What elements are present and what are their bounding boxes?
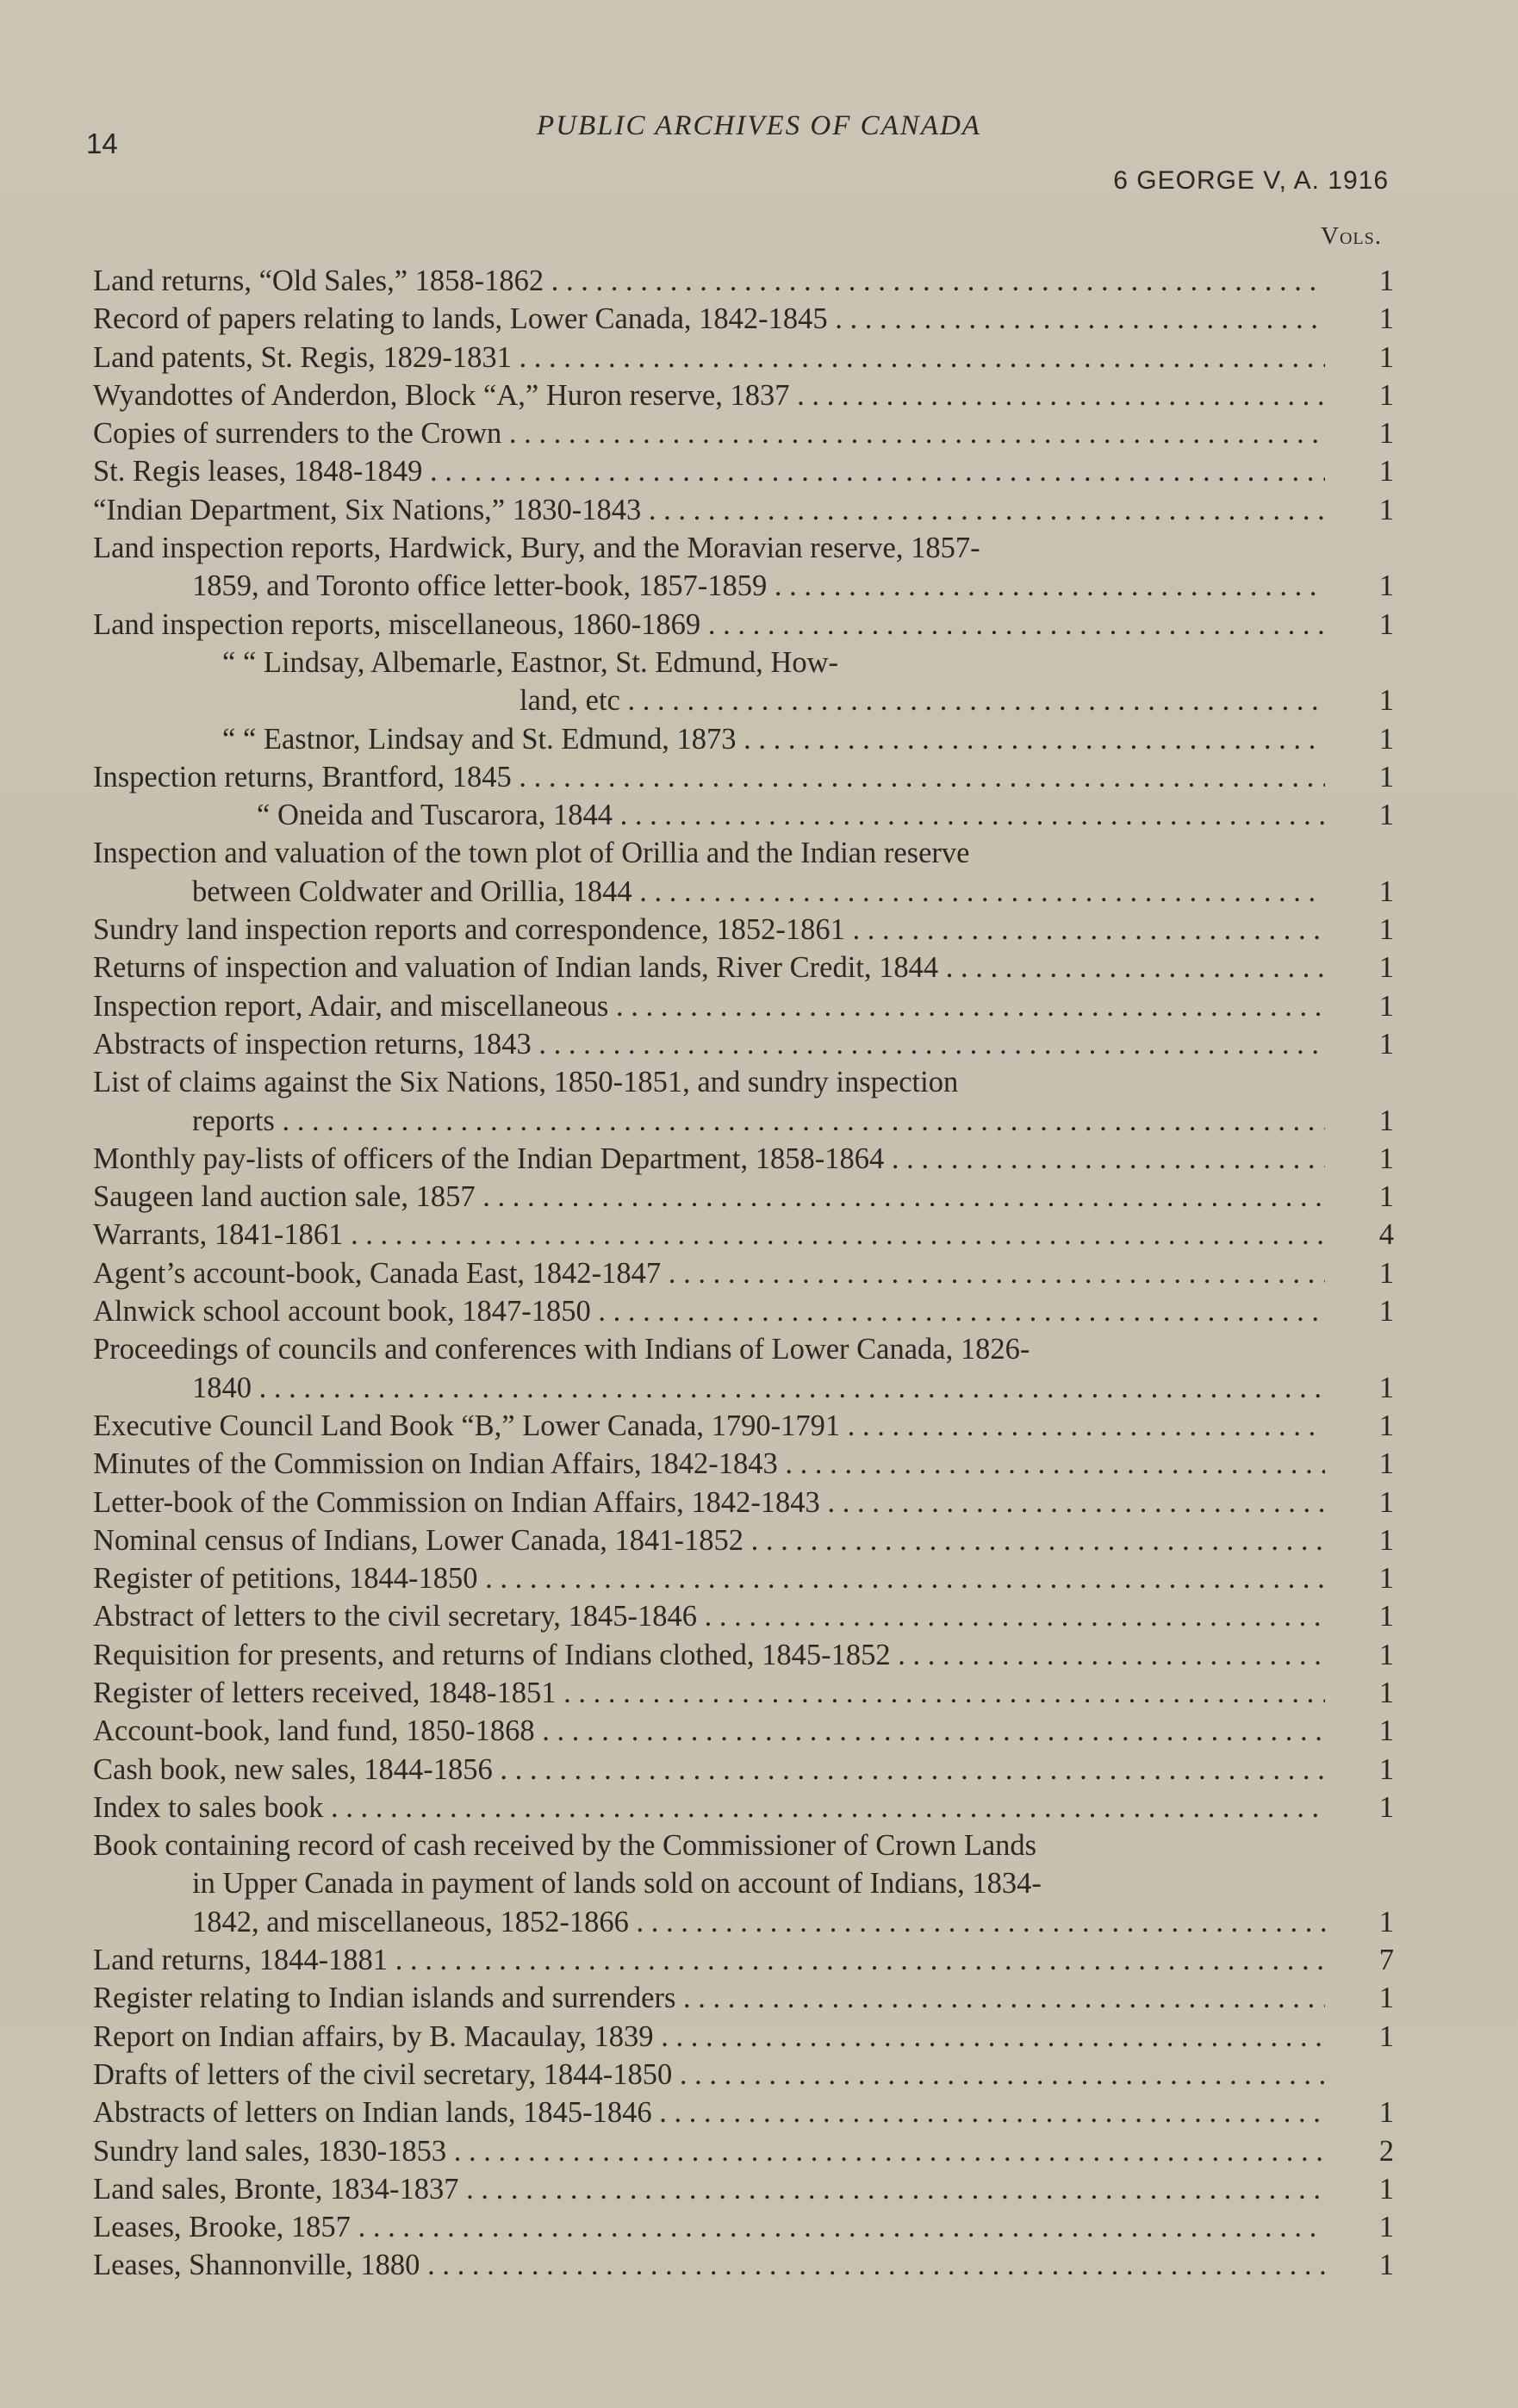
entry-title: Inspection returns, Brantford, 1845 . . . bbox=[93, 758, 1325, 796]
entry-title-continuation: 1859, and Toronto office letter-book, 1857-1859 . . . bbox=[93, 567, 1325, 605]
entry-volume-count: 1 bbox=[1378, 1104, 1394, 1137]
volumes-column-heading: Vols. bbox=[1321, 222, 1382, 250]
entry-title: Sundry land sales, 1830-1853 . . . bbox=[93, 2132, 1325, 2170]
entry-title: Register of letters received, 1848-1851 . . . bbox=[93, 1674, 1325, 1712]
entry-volume-count: 1 bbox=[1378, 2249, 1394, 2282]
entry-row bbox=[93, 567, 1394, 605]
entry-volume-count: 1 bbox=[1378, 1027, 1394, 1061]
entry-row bbox=[93, 2246, 1394, 2284]
running-title: PUBLIC ARCHIVES OF CANADA bbox=[537, 110, 981, 141]
entry-row bbox=[93, 1712, 1394, 1750]
entry-title: Land patents, St. Regis, 1829-1831 . . . bbox=[93, 339, 1325, 376]
entry-row bbox=[93, 796, 1394, 834]
entry-title: “ “ Lindsay, Albemarle, Eastnor, St. Edmund, How- bbox=[222, 645, 838, 679]
entry-row bbox=[93, 2132, 1394, 2170]
entry-volume-count: 1 bbox=[1378, 1714, 1394, 1748]
entry-title: Returns of inspection and valuation of Indian lands, River Credit, 1844 . . . bbox=[93, 949, 1325, 986]
entry-row bbox=[93, 949, 1394, 986]
entry-title: Executive Council Land Book “B,” Lower Canada, 1790-1791 . . . bbox=[93, 1407, 1325, 1445]
entry-title: Register of petitions, 1844-1850 . . . bbox=[93, 1559, 1325, 1597]
entry-row bbox=[93, 720, 1394, 758]
entry-volume-count: 1 bbox=[1378, 2019, 1394, 2053]
entry-title: Proceedings of councils and conferences with Indians of Lower Canada, 1826- bbox=[93, 1333, 1030, 1366]
entry-title: Leases, Brooke, 1857 . . . bbox=[93, 2208, 1325, 2246]
entry-title: Abstract of letters to the civil secretary, 1845-1846 . . . bbox=[93, 1597, 1325, 1635]
entry-title: Cash book, new sales, 1844-1856 . . . bbox=[93, 1751, 1325, 1789]
entry-row bbox=[93, 1407, 1394, 1445]
entry-title: Index to sales book . . . bbox=[93, 1789, 1325, 1826]
entry-volume-count: 1 bbox=[1378, 1638, 1394, 1671]
entry-row bbox=[93, 681, 1394, 719]
entry-volume-count: 2 bbox=[1378, 2134, 1394, 2168]
entry-title: St. Regis leases, 1848-1849 . . . bbox=[93, 452, 1325, 490]
entry-row bbox=[93, 1063, 1394, 1101]
entry-list bbox=[93, 262, 1394, 2285]
entry-volume-count: 1 bbox=[1378, 340, 1394, 374]
entry-title: Leases, Shannonville, 1880 . . . bbox=[93, 2246, 1325, 2284]
entry-row bbox=[93, 1559, 1394, 1597]
entry-row bbox=[93, 300, 1394, 338]
entry-row bbox=[93, 262, 1394, 300]
entry-title-continuation: 1842, and miscellaneous, 1852-1866 . . . bbox=[93, 1903, 1325, 1941]
entry-row bbox=[93, 1369, 1394, 1407]
entry-volume-count: 1 bbox=[1378, 1562, 1394, 1596]
entry-row bbox=[93, 2094, 1394, 2131]
entry-title: Saugeen land auction sale, 1857 . . . bbox=[93, 1178, 1325, 1216]
entry-title: Land returns, “Old Sales,” 1858-1862 . . . bbox=[93, 262, 1325, 300]
entry-title: Record of papers relating to lands, Lower Canada, 1842-1845 . . . bbox=[93, 300, 1325, 338]
entry-volume-count: 1 bbox=[1378, 378, 1394, 412]
entry-volume-count: 1 bbox=[1378, 1142, 1394, 1175]
entry-title: Letter-book of the Commission on Indian Affairs, 1842-1843 . . . bbox=[93, 1484, 1325, 1521]
entry-title: Land returns, 1844-1881 . . . bbox=[93, 1941, 1325, 1979]
entry-volume-count: 1 bbox=[1378, 1180, 1394, 1214]
entry-row bbox=[93, 1674, 1394, 1712]
entry-row bbox=[93, 1979, 1394, 2017]
entry-row bbox=[93, 2018, 1394, 2056]
entry-volume-count: 1 bbox=[1378, 1790, 1394, 1824]
entry-row bbox=[93, 1636, 1394, 1674]
entry-volume-count: 1 bbox=[1378, 1409, 1394, 1442]
entry-title: Report on Indian affairs, by B. Macaulay, 1839 . . . bbox=[93, 2018, 1325, 2056]
entry-volume-count: 1 bbox=[1378, 1485, 1394, 1519]
entry-row bbox=[93, 758, 1394, 796]
entry-volume-count: 1 bbox=[1378, 2211, 1394, 2244]
entry-row bbox=[93, 1025, 1394, 1063]
entry-title: Abstracts of letters on Indian lands, 1845-1846 . . . bbox=[93, 2094, 1325, 2131]
entry-volume-count: 1 bbox=[1378, 1982, 1394, 2015]
entry-row bbox=[93, 529, 1394, 567]
entry-title: Land inspection reports, miscellaneous, 1860-1869 . . . bbox=[93, 606, 1325, 644]
entry-row bbox=[93, 1330, 1394, 1368]
entry-title: Account-book, land fund, 1850-1868 . . . bbox=[93, 1712, 1325, 1750]
entry-volume-count: 1 bbox=[1378, 760, 1394, 793]
page-number: 14 bbox=[86, 128, 118, 159]
entry-row bbox=[93, 1864, 1394, 1902]
entry-title: Inspection and valuation of the town plot of Orillia and the Indian reserve bbox=[93, 837, 970, 870]
entry-title: Nominal census of Indians, Lower Canada, 1841-1852 . . . bbox=[93, 1521, 1325, 1559]
entry-title: Abstracts of inspection returns, 1843 . . . bbox=[93, 1025, 1325, 1063]
entry-title: Copies of surrenders to the Crown . . . bbox=[93, 414, 1325, 452]
entry-row bbox=[93, 1216, 1394, 1254]
entry-title: Sundry land inspection reports and correspondence, 1852-1861 . . . bbox=[93, 911, 1325, 949]
entry-volume-count: 1 bbox=[1378, 722, 1394, 756]
entry-volume-count: 1 bbox=[1378, 1600, 1394, 1633]
entry-title-continuation: land, etc . . . bbox=[93, 681, 1325, 719]
entry-row bbox=[93, 452, 1394, 490]
entry-row bbox=[93, 1102, 1394, 1140]
entry-row bbox=[93, 644, 1394, 681]
entry-row bbox=[93, 834, 1394, 872]
entry-row bbox=[93, 1254, 1394, 1292]
entry-row bbox=[93, 1789, 1394, 1826]
entry-volume-count: 1 bbox=[1378, 493, 1394, 526]
entry-title: Land inspection reports, Hardwick, Bury, and the Moravian reserve, 1857- bbox=[93, 532, 980, 565]
entry-volume-count: 1 bbox=[1378, 1256, 1394, 1290]
entry-volume-count: 1 bbox=[1378, 1523, 1394, 1557]
entry-row bbox=[93, 339, 1394, 376]
entry-row bbox=[93, 1597, 1394, 1635]
entry-title: Agent’s account-book, Canada East, 1842-1847 . . . bbox=[93, 1254, 1325, 1292]
entry-row bbox=[93, 2208, 1394, 2246]
entry-title-continuation: reports . . . bbox=[93, 1102, 1325, 1140]
entry-volume-count: 7 bbox=[1378, 1944, 1394, 1977]
entry-title: Requisition for presents, and returns of Indians clothed, 1845-1852 . . . bbox=[93, 1636, 1325, 1674]
entry-volume-count: 1 bbox=[1378, 417, 1394, 451]
entry-title: Minutes of the Commission on Indian Affairs, 1842-1843 . . . bbox=[93, 1445, 1325, 1483]
entry-title: List of claims against the Six Nations, 1850-1851, and sundry inspection bbox=[93, 1066, 959, 1099]
entry-volume-count: 1 bbox=[1378, 2096, 1394, 2130]
entry-row bbox=[93, 1521, 1394, 1559]
entry-title: Alnwick school account book, 1847-1850 . . . bbox=[93, 1292, 1325, 1330]
entry-title-continuation: 1840 . . . bbox=[93, 1369, 1325, 1407]
entry-row bbox=[93, 376, 1394, 414]
entry-row bbox=[93, 1292, 1394, 1330]
entry-volume-count: 1 bbox=[1378, 302, 1394, 336]
entry-volume-count: 1 bbox=[1378, 989, 1394, 1023]
entry-row bbox=[93, 1826, 1394, 1864]
entry-row bbox=[93, 2056, 1394, 2094]
entry-row bbox=[93, 873, 1394, 911]
entry-row bbox=[93, 2170, 1394, 2208]
entry-volume-count: 1 bbox=[1378, 1295, 1394, 1328]
entry-volume-count: 1 bbox=[1378, 1676, 1394, 1709]
entry-title: Land sales, Bronte, 1834-1837 . . . bbox=[93, 2170, 1325, 2208]
entry-row bbox=[93, 987, 1394, 1025]
entry-volume-count: 4 bbox=[1378, 1218, 1394, 1252]
entry-title: Drafts of letters of the civil secretary, 1844-1850 . . . bbox=[93, 2056, 1325, 2094]
entry-volume-count: 1 bbox=[1378, 913, 1394, 947]
entry-title: “ Oneida and Tuscarora, 1844 . . . bbox=[93, 796, 1325, 834]
entry-row bbox=[93, 1903, 1394, 1941]
entry-title-continuation: in Upper Canada in payment of lands sold on account of Indians, 1834- bbox=[192, 1867, 1042, 1901]
entry-row bbox=[93, 414, 1394, 452]
entry-row bbox=[93, 1445, 1394, 1483]
entry-volume-count: 1 bbox=[1378, 951, 1394, 985]
entry-volume-count: 1 bbox=[1378, 1752, 1394, 1786]
entry-title: “Indian Department, Six Nations,” 1830-1843 . . . bbox=[93, 491, 1325, 529]
entry-row bbox=[93, 1484, 1394, 1521]
entry-volume-count: 1 bbox=[1378, 264, 1394, 297]
entry-row bbox=[93, 606, 1394, 644]
session-label: 6 GEORGE V, A. 1916 bbox=[1113, 166, 1389, 195]
entry-row bbox=[93, 1178, 1394, 1216]
entry-volume-count: 1 bbox=[1378, 569, 1394, 603]
entry-volume-count: 1 bbox=[1378, 2172, 1394, 2206]
entry-row bbox=[93, 911, 1394, 949]
entry-row bbox=[93, 491, 1394, 529]
entry-volume-count: 1 bbox=[1378, 1905, 1394, 1938]
entry-row bbox=[93, 1941, 1394, 1979]
entry-title-continuation: between Coldwater and Orillia, 1844 . . . bbox=[93, 873, 1325, 911]
entry-volume-count: 1 bbox=[1378, 874, 1394, 908]
entry-volume-count: 1 bbox=[1378, 455, 1394, 488]
entry-row bbox=[93, 1140, 1394, 1178]
entry-volume-count: 1 bbox=[1378, 799, 1394, 832]
entry-volume-count: 1 bbox=[1378, 1447, 1394, 1481]
entry-row bbox=[93, 1751, 1394, 1789]
entry-volume-count: 1 bbox=[1378, 607, 1394, 641]
entry-volume-count: 1 bbox=[1378, 684, 1394, 718]
entry-title: Monthly pay-lists of officers of the Indian Department, 1858-1864 . . . bbox=[93, 1140, 1325, 1178]
entry-title: Register relating to Indian islands and surrenders . . . bbox=[93, 1979, 1325, 2017]
entry-title: Wyandottes of Anderdon, Block “A,” Huron reserve, 1837 . . . bbox=[93, 376, 1325, 414]
entry-volume-count: 1 bbox=[1378, 1371, 1394, 1404]
entry-title: “ “ Eastnor, Lindsay and St. Edmund, 1873 . . . bbox=[93, 720, 1325, 758]
entry-title: Warrants, 1841-1861 . . . bbox=[93, 1216, 1325, 1254]
entry-title: Book containing record of cash received by the Commissioner of Crown Lands bbox=[93, 1829, 1037, 1863]
entry-title: Inspection report, Adair, and miscellaneous . . . bbox=[93, 987, 1325, 1025]
